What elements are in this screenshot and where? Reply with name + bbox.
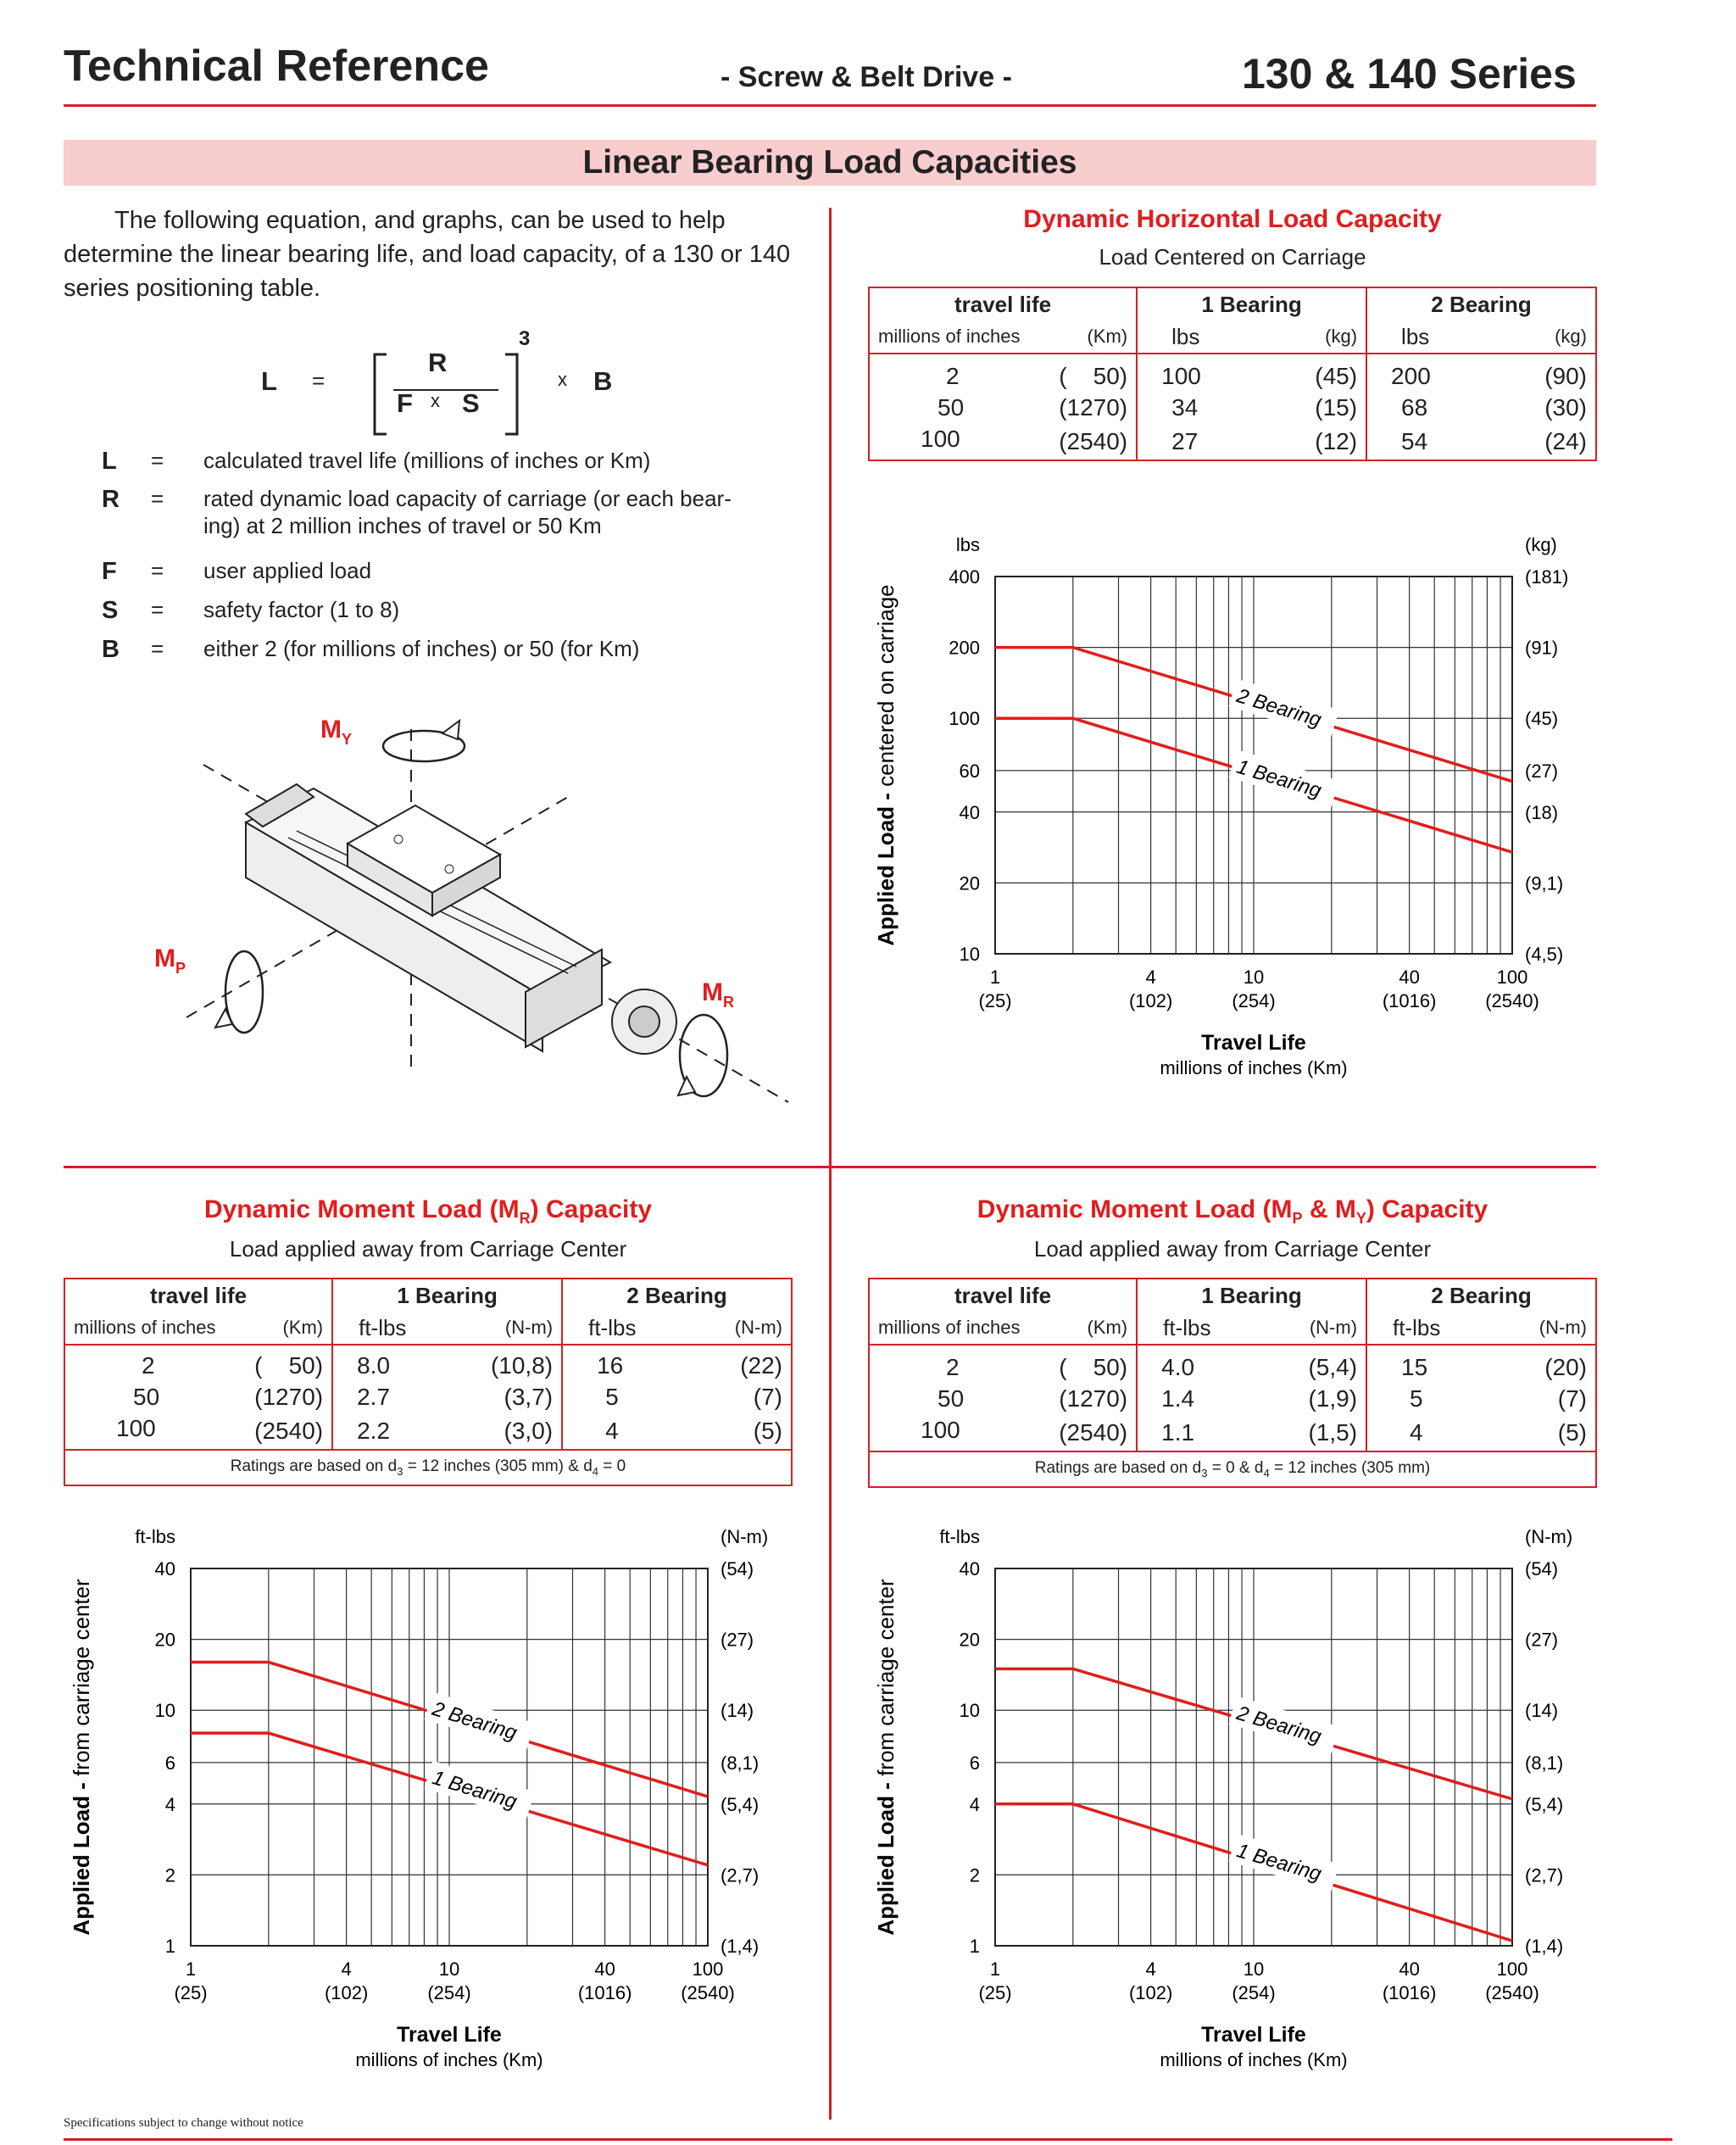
cell: 54 (1366, 423, 1492, 460)
x-tick-label: 1 (989, 1958, 1001, 1980)
cell: 50 (938, 1384, 965, 1412)
definition-symbol: F (102, 558, 117, 585)
y-tick-label: 6 (969, 1752, 980, 1774)
cell: (7) (753, 1383, 782, 1410)
table-note (869, 1451, 1596, 1487)
definition-symbol: B (102, 636, 120, 663)
x-tick-label: 100 (1496, 967, 1528, 988)
cell: (3,7) (504, 1383, 554, 1410)
table-row (869, 423, 1596, 460)
cell: (2540) (1059, 1418, 1128, 1446)
x-tick-label-metric: (1016) (1382, 1982, 1437, 2003)
cell: 4.0 (1137, 1351, 1264, 1383)
x-axis-subtitle: millions of inches (Km) (355, 2049, 543, 2070)
cell: 2.2 (332, 1412, 449, 1450)
y-unit-right: (N-m) (721, 1526, 769, 1547)
y-tick-label: 20 (959, 872, 980, 894)
x-tick-label-metric: (2540) (681, 1982, 735, 2003)
x-tick-label: 40 (594, 1958, 615, 1980)
cell: 50 (133, 1383, 160, 1410)
y-axis-title-rest: from carriage center (69, 1579, 94, 1783)
note-sub: 3 (397, 1464, 403, 1478)
vertical-divider (829, 208, 832, 2120)
note-text: = 12 inches (305 mm) & d (403, 1457, 593, 1476)
cell: 5 (1366, 1383, 1494, 1414)
header-rule (64, 104, 1596, 107)
x-tick-label-metric: (102) (324, 1982, 369, 2003)
y-tick-label: 40 (959, 1558, 980, 1580)
grid (995, 1568, 1512, 1946)
table-subheader-unit: ft-lbs (1137, 1312, 1264, 1345)
table-row (869, 1351, 1596, 1383)
y-tick-label: 20 (154, 1629, 175, 1651)
y-tick-label-metric: (91) (1525, 637, 1559, 659)
mr-title-start: Dynamic Moment Load (M (203, 1195, 520, 1223)
cell: (1270) (1059, 1384, 1128, 1412)
y-tick-label: 400 (949, 566, 980, 588)
y-tick-label-metric: (8,1) (721, 1752, 760, 1774)
table-subheader-unit: lbs (1137, 320, 1262, 354)
definition-text: either 2 (for millions of inches) or 50 (for Km) (203, 636, 640, 661)
equation-numerator: R (428, 348, 448, 377)
x-tick-label: 40 (1399, 967, 1420, 988)
cell: ( 50) (254, 1351, 324, 1379)
footnote: Specifications subject to change without notice (64, 2116, 303, 2130)
mr-letter: M (702, 978, 723, 1006)
equation-brackets (364, 348, 771, 441)
table-subheader-unit: lbs (1366, 320, 1492, 354)
cell: 4 (1366, 1414, 1494, 1451)
cell: 100 (921, 1416, 960, 1443)
cell: (15) (1315, 393, 1358, 421)
y-tick-label-metric: (9,1) (1525, 872, 1564, 894)
y-unit-left: ft-lbs (939, 1526, 980, 1547)
y-unit-right: (kg) (1525, 534, 1557, 555)
x-tick-label: 100 (1496, 1958, 1528, 1980)
x-tick-label: 10 (1243, 1958, 1265, 1980)
x-axis-subtitle: millions of inches (Km) (1160, 1057, 1348, 1078)
y-tick-label: 4 (969, 1793, 980, 1815)
x-tick-label-metric: (102) (1128, 990, 1173, 1011)
cell: 4 (562, 1412, 690, 1450)
definition-text-cont: ing) at 2 million inches of travel or 50 Km (203, 513, 602, 538)
equation-times: x (558, 369, 567, 390)
mp-letter: M (154, 944, 175, 972)
cell: 34 (1137, 392, 1262, 423)
y-tick-label-metric: (181) (1525, 566, 1569, 588)
equation-times-inner: x (431, 390, 440, 411)
y-tick-label-metric: (1,4) (721, 1936, 760, 1957)
cell: (2540) (1059, 427, 1128, 454)
table-subheader-mil: millions of inches (869, 1312, 1043, 1345)
x-tick-label-metric: (254) (1232, 990, 1276, 1011)
note-text: Ratings are based on d (1034, 1459, 1202, 1478)
x-tick-label: 10 (438, 1958, 460, 1980)
cell: (22) (740, 1351, 782, 1379)
cell: 2.7 (332, 1381, 449, 1412)
y-tick-label-metric: (14) (1525, 1700, 1559, 1722)
table-row (869, 392, 1596, 423)
section-banner: Linear Bearing Load Capacities (64, 140, 1596, 186)
cell: (5) (753, 1417, 782, 1444)
mr-title-sub: R (519, 1210, 531, 1227)
y-tick-label: 200 (949, 637, 980, 659)
header-subtitle: - Screw & Belt Drive - (721, 61, 1012, 93)
y-tick-label-metric: (27) (721, 1629, 754, 1651)
note-sub: 4 (1263, 1466, 1270, 1479)
my-label (320, 716, 352, 748)
note-text: Ratings are based on d (230, 1457, 398, 1476)
cell: (1,5) (1308, 1418, 1358, 1446)
cell: (90) (1544, 362, 1587, 389)
mr-subscript: R (723, 994, 734, 1011)
cell: ( 50) (1059, 362, 1128, 389)
mpmy-section-title (868, 1195, 1597, 1228)
y-tick-label-metric: (2,7) (1525, 1864, 1564, 1886)
y-tick-label: 60 (959, 760, 980, 782)
cell: 2 (142, 1351, 155, 1379)
cell: (5,4) (1308, 1353, 1358, 1380)
cell: 16 (562, 1350, 690, 1381)
equation (254, 322, 636, 432)
definition-text: rated dynamic load capacity of carriage (or each bear- (203, 486, 732, 511)
cell: 15 (1366, 1351, 1494, 1383)
cell: 5 (562, 1381, 690, 1412)
note-sub: 3 (1201, 1466, 1208, 1479)
x-tick-label-metric: (254) (1232, 1982, 1276, 2003)
table-subheader-mil: millions of inches (64, 1312, 238, 1345)
definition-symbol: L (102, 448, 117, 475)
table-row (64, 1412, 792, 1450)
cell: (1270) (1059, 393, 1128, 421)
cell: (24) (1544, 427, 1587, 454)
series-label: 2 Bearing (429, 1697, 520, 1745)
cell: (30) (1544, 393, 1587, 421)
note-text: = 0 & d (1207, 1459, 1264, 1478)
footer-rule (64, 2138, 1672, 2141)
intro-paragraph: The following equation, and graphs, can be used to help determine the linear bearing life, and load capacity, of a 130 or 140 series positioning table. (64, 207, 791, 302)
cell: 100 (921, 425, 960, 452)
y-tick-label-metric: (18) (1525, 801, 1559, 823)
cell: (1,9) (1308, 1384, 1358, 1412)
series-label: 1 Bearing (1233, 1839, 1324, 1886)
definition-equals: = (151, 486, 164, 511)
y-axis-title (873, 1579, 899, 1936)
definition-text: calculated travel life (millions of inches or Km) (203, 448, 651, 473)
table-header-travel: travel life (149, 1282, 248, 1308)
mr-load-chart (64, 1513, 793, 2081)
x-tick-label-metric: (102) (1128, 1982, 1173, 2003)
mpmy-title-end: ) Capacity (1366, 1195, 1488, 1223)
table-row (869, 1383, 1596, 1414)
table-row (869, 360, 1596, 392)
header-series: 130 & 140 Series (1242, 50, 1577, 98)
definition-text: safety factor (1 to 8) (203, 597, 400, 622)
definition-symbol: R (102, 486, 120, 513)
y-tick-label-metric: (54) (1525, 1558, 1559, 1580)
x-tick-label: 4 (1145, 967, 1156, 988)
y-tick-label: 1 (969, 1936, 980, 1957)
y-tick-label: 6 (164, 1752, 175, 1774)
table-subheader-unit-metric: (kg) (1262, 320, 1366, 354)
equation-b: B (593, 366, 613, 396)
cell: 2 (946, 1353, 960, 1380)
table-subheader-unit-metric: (N-m) (1494, 1312, 1596, 1345)
table-header-2bearing: 2 Bearing (1366, 1279, 1596, 1312)
x-tick-label: 4 (341, 1958, 352, 1980)
table-header-travel: travel life (954, 1282, 1052, 1308)
table-row (869, 1414, 1596, 1451)
definition-symbol: S (102, 597, 119, 624)
x-tick-label: 100 (692, 1958, 724, 1980)
cell: (10,8) (490, 1351, 554, 1379)
cell: 100 (1137, 360, 1262, 392)
x-axis-title: Travel Life (1201, 2023, 1306, 2047)
y-tick-label-metric: (5,4) (1525, 1793, 1564, 1815)
cell: (45) (1315, 362, 1358, 389)
x-tick-label-metric: (2540) (1485, 1982, 1539, 2003)
my-letter: M (320, 716, 342, 744)
table-header-2bearing: 2 Bearing (1366, 287, 1596, 320)
cell: (7) (1557, 1384, 1587, 1412)
y-tick-label-metric: (4,5) (1525, 944, 1564, 965)
y-tick-label: 10 (154, 1700, 175, 1722)
y-tick-label-metric: (45) (1525, 708, 1559, 730)
y-unit-left: ft-lbs (135, 1526, 175, 1547)
table-subheader-unit: ft-lbs (562, 1312, 690, 1345)
x-tick-label-metric: (1016) (1382, 990, 1437, 1011)
equation-lhs: L (261, 366, 277, 396)
table-row (64, 1381, 792, 1412)
y-tick-label: 10 (959, 1700, 980, 1722)
table-subheader-unit: ft-lbs (332, 1312, 449, 1345)
x-axis-title: Travel Life (1201, 1031, 1306, 1055)
my-subscript: Y (342, 731, 353, 748)
table-header-2bearing: 2 Bearing (562, 1279, 792, 1312)
x-tick-label-metric: (25) (978, 1982, 1012, 2003)
y-tick-label: 2 (164, 1864, 175, 1886)
y-tick-label: 2 (969, 1864, 980, 1886)
definition-equals: = (151, 448, 164, 473)
mr-section-title (64, 1195, 793, 1228)
definition-equals: = (151, 636, 164, 661)
x-tick-label: 10 (1243, 967, 1265, 988)
equation-exponent: 3 (519, 327, 531, 350)
x-axis-subtitle: millions of inches (Km) (1160, 2049, 1348, 2070)
y-tick-label-metric: (27) (1525, 1629, 1559, 1651)
x-tick-label: 1 (185, 1958, 197, 1980)
y-axis-title-rest: centered on carriage (873, 584, 899, 794)
series-label: 2 Bearing (1233, 1702, 1324, 1749)
y-tick-label: 40 (154, 1558, 175, 1580)
cell: (20) (1544, 1353, 1587, 1380)
cell: (3,0) (504, 1417, 554, 1444)
y-axis-title-rest: from carriage center (873, 1579, 899, 1783)
y-tick-label-metric: (27) (1525, 760, 1559, 782)
y-tick-label: 20 (959, 1629, 980, 1651)
y-axis-title (873, 584, 899, 945)
x-tick-label-metric: (2540) (1485, 990, 1539, 1011)
y-tick-label: 10 (959, 944, 980, 965)
table-subheader-unit-metric: (kg) (1492, 320, 1596, 354)
table-row (64, 1350, 792, 1381)
equation-equals: = (312, 368, 326, 393)
x-tick-label-metric: (1016) (577, 1982, 632, 2003)
mpmy-title-start: Dynamic Moment Load (M (976, 1195, 1293, 1223)
table-subheader-km: (Km) (238, 1312, 332, 1345)
mpmy-section-subtitle: Load applied away from Carriage Center (1033, 1236, 1432, 1262)
y-tick-label: 4 (164, 1793, 175, 1815)
cell: (12) (1315, 427, 1358, 454)
mpmy-title-sub2: Y (1355, 1210, 1366, 1227)
equation-s: S (462, 388, 480, 418)
cell: 2 (946, 362, 960, 389)
horizontal-section-title: Dynamic Horizontal Load Capacity (1023, 205, 1442, 233)
mpmy-load-chart (868, 1513, 1597, 2081)
y-tick-label-metric: (8,1) (1525, 1752, 1564, 1774)
horizontal-load-chart (868, 521, 1597, 1089)
table-header-1bearing: 1 Bearing (1137, 1279, 1366, 1312)
cell: (1270) (254, 1383, 324, 1410)
grid (191, 1568, 708, 1946)
table-subheader-mil: millions of inches (869, 320, 1043, 354)
table-subheader-unit-metric: (N-m) (690, 1312, 792, 1345)
y-tick-label-metric: (1,4) (1525, 1936, 1564, 1957)
y-tick-label: 100 (949, 708, 980, 730)
mpmy-title-mid: & M (1302, 1195, 1356, 1223)
table-header-travel: travel life (954, 291, 1052, 317)
series-label: 1 Bearing (1233, 755, 1324, 803)
y-axis-title-bold: Applied Load - (873, 793, 899, 946)
x-axis-title: Travel Life (397, 2023, 502, 2047)
note-sub: 4 (592, 1464, 599, 1478)
x-tick-label-metric: (25) (978, 990, 1012, 1011)
mr-label (702, 978, 734, 1011)
x-tick-label-metric: (25) (174, 1982, 208, 2003)
y-axis-title-bold: Applied Load - (873, 1782, 899, 1936)
cell: 1.1 (1137, 1414, 1264, 1451)
mr-title-end: ) Capacity (530, 1195, 653, 1223)
x-tick-label: 40 (1399, 1958, 1420, 1980)
definition-text: user applied load (203, 558, 372, 583)
y-unit-left: lbs (955, 534, 980, 555)
equation-f: F (397, 388, 413, 418)
definition-equals: = (151, 597, 164, 622)
y-unit-right: (N-m) (1525, 1526, 1573, 1547)
cell: (5) (1557, 1418, 1587, 1446)
cell: 200 (1366, 360, 1492, 392)
x-tick-label: 4 (1145, 1958, 1156, 1980)
positioning-table-diagram (144, 712, 805, 1119)
y-tick-label-metric: (54) (721, 1558, 754, 1580)
mpmy-load-table (868, 1278, 1597, 1488)
note-text: = 0 (598, 1457, 626, 1476)
mpmy-title-sub: P (1292, 1210, 1303, 1227)
table-note (64, 1450, 792, 1485)
header-title: Technical Reference (64, 42, 489, 91)
table-subheader-unit-metric: (N-m) (1264, 1312, 1366, 1345)
definition-equals: = (151, 558, 164, 583)
table-header-1bearing: 1 Bearing (1137, 287, 1366, 320)
y-axis-title-bold: Applied Load - (69, 1782, 94, 1936)
mr-section-subtitle: Load applied away from Carriage Center (229, 1236, 627, 1262)
series-label: 1 Bearing (429, 1766, 520, 1814)
y-tick-label-metric: (2,7) (721, 1864, 760, 1886)
mr-load-table (64, 1278, 793, 1486)
horizontal-divider (64, 1166, 1596, 1168)
y-tick-label-metric: (5,4) (721, 1793, 760, 1815)
horizontal-load-table (868, 287, 1597, 461)
x-tick-label: 1 (989, 967, 1001, 988)
cell: (2540) (254, 1417, 324, 1444)
y-tick-label-metric: (14) (721, 1700, 754, 1722)
table-subheader-km: (Km) (1043, 1312, 1137, 1345)
cell: 50 (938, 393, 965, 421)
mp-subscript: P (175, 960, 186, 977)
table-subheader-km: (Km) (1043, 320, 1137, 354)
note-text: = 12 inches (305 mm) (1269, 1459, 1431, 1478)
cell: 100 (116, 1414, 156, 1441)
table-subheader-unit: ft-lbs (1366, 1312, 1494, 1345)
cell: 8.0 (332, 1350, 449, 1381)
series-label: 2 Bearing (1233, 684, 1324, 732)
table-subheader-unit-metric: (N-m) (449, 1312, 562, 1345)
x-tick-label-metric: (254) (427, 1982, 471, 2003)
y-axis-title (69, 1579, 94, 1936)
cell: ( 50) (1059, 1353, 1128, 1380)
cell: 1.4 (1137, 1383, 1264, 1414)
cell: 68 (1366, 392, 1492, 423)
horizontal-section-subtitle: Load Centered on Carriage (1099, 244, 1366, 270)
table-header-1bearing: 1 Bearing (332, 1279, 562, 1312)
y-tick-label: 1 (164, 1936, 175, 1957)
mp-label (154, 944, 186, 977)
cell: 27 (1137, 423, 1262, 460)
y-tick-label: 40 (959, 801, 980, 823)
